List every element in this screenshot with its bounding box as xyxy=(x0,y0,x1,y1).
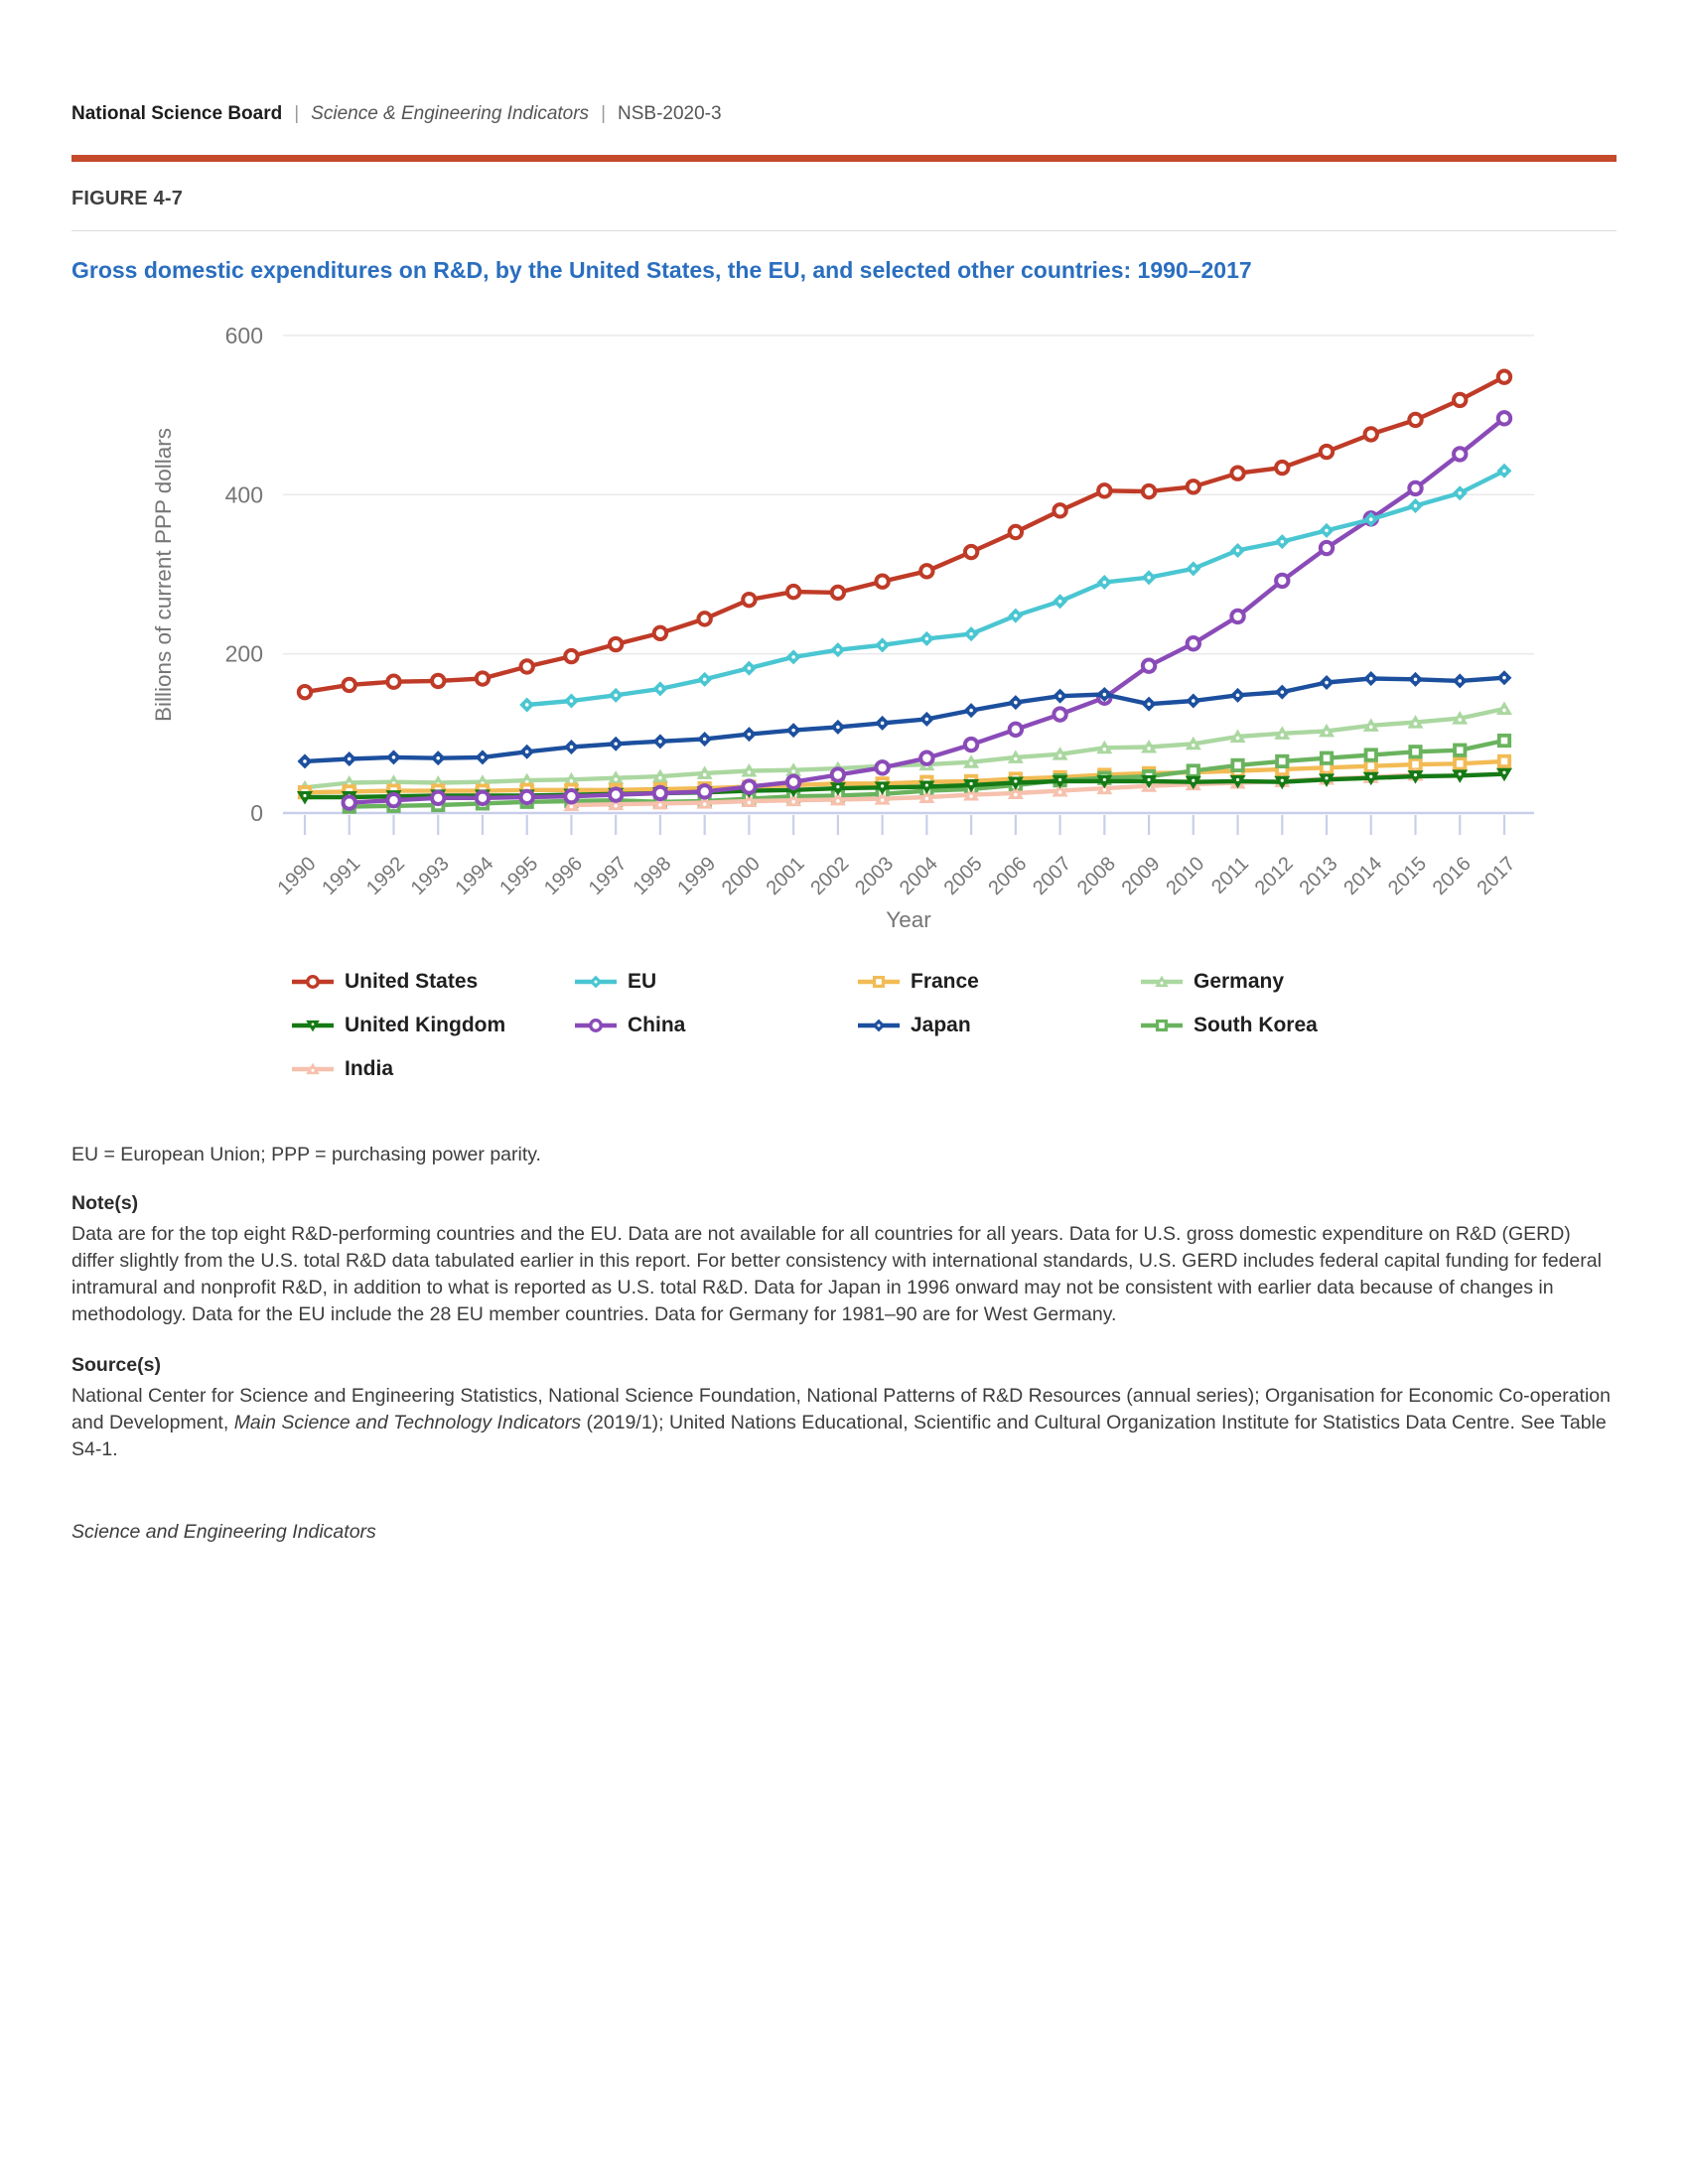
series-line-japan xyxy=(305,678,1504,761)
x-tick-label-2015: 2015 xyxy=(1384,852,1432,900)
x-tick-label-2006: 2006 xyxy=(984,852,1032,900)
x-tick-label-2009: 2009 xyxy=(1117,852,1165,900)
x-tick-label-1990: 1990 xyxy=(273,852,321,900)
x-tick-label-2001: 2001 xyxy=(762,852,809,900)
legend-marker-china xyxy=(573,1015,619,1036)
legend-label-united-kingdom: United Kingdom xyxy=(345,1014,506,1036)
x-tick-label-2005: 2005 xyxy=(939,852,987,900)
legend-label-united-states: United States xyxy=(345,970,479,993)
page-header xyxy=(71,0,1617,125)
notes-heading: Note(s) xyxy=(71,1192,139,1214)
legend-item-india xyxy=(290,1054,573,1084)
legend-marker-united-kingdom xyxy=(290,1015,336,1036)
x-tick-label-1991: 1991 xyxy=(318,852,365,900)
x-tick-label-2014: 2014 xyxy=(1339,852,1387,900)
legend-label-eu: EU xyxy=(628,970,657,993)
footer-attribution: Science and Engineering Indicators xyxy=(71,1521,376,1543)
legend-marker-united-states xyxy=(290,971,336,993)
x-tick-label-2002: 2002 xyxy=(806,852,854,900)
series-line-eu xyxy=(527,471,1504,705)
legend-label-germany: Germany xyxy=(1194,970,1285,993)
x-tick-label-2010: 2010 xyxy=(1162,852,1209,900)
notes-text: Data are for the top eight R&D-performing countries and the EU. Data are not available for all countries for all years. Data for U.S. gross domestic expenditure on R&D (GERD) differ slightly from the U.S. total R&D data tabulated earlier in this report. For better consistency with international standards, U.S. GERD includes federal capital funding for federal intramural and nonprofit R&D, in addition to what is reported as U.S. total R&D. Data for Japan in 1996 onward may not be consistent with earlier data because of changes in methodology. Data for the EU include the 28 EU member countries. Data for Germany for 1981–90 are for West Germany. xyxy=(71,1223,1602,1325)
y-axis-title: Billions of current PPP dollars xyxy=(151,428,176,722)
x-tick-label-2011: 2011 xyxy=(1207,852,1254,898)
rd-expenditure-line-chart xyxy=(71,322,1617,942)
x-tick-label-2012: 2012 xyxy=(1250,852,1298,900)
y-tick-label-0: 0 xyxy=(250,800,263,826)
chart-legend xyxy=(290,967,1617,1084)
publication-name: Science & Engineering Indicators xyxy=(311,103,590,124)
legend-item-south-korea xyxy=(1139,1011,1422,1040)
header-separator: | xyxy=(601,103,606,124)
legend-item-france xyxy=(856,967,1139,997)
sources-italic-title: Main Science and Technology Indicators xyxy=(233,1412,582,1433)
series-china xyxy=(344,412,1511,809)
figure-label: FIGURE 4-7 xyxy=(71,188,184,209)
x-tick-label-2000: 2000 xyxy=(717,852,765,900)
y-tick-label-600: 600 xyxy=(224,322,263,348)
abbreviation-note: EU = European Union; PPP = purchasing power parity. xyxy=(71,1144,541,1165)
legend-label-japan: Japan xyxy=(911,1014,971,1036)
legend-item-united-states xyxy=(290,967,573,997)
figure-title: Gross domestic expenditures on R&D, by the United States, the EU, and selected other countries: 1990–2017 xyxy=(71,257,1252,283)
legend-marker-eu xyxy=(573,971,619,993)
x-axis-title: Year xyxy=(886,907,931,932)
y-tick-label-200: 200 xyxy=(224,640,263,667)
legend-label-south-korea: South Korea xyxy=(1194,1014,1318,1036)
report-id: NSB-2020-3 xyxy=(618,103,722,124)
header-separator: | xyxy=(294,103,300,124)
x-tick-label-2008: 2008 xyxy=(1072,852,1120,900)
sources-part2: (2019/1); United Nations Educational, Scientific and Cultural Organization Institute for Statistics Data Centre. See Table S4-1. xyxy=(71,1412,1607,1460)
x-tick-label-2016: 2016 xyxy=(1428,852,1476,900)
legend-marker-india xyxy=(290,1058,336,1080)
divider xyxy=(71,230,1617,231)
legend-item-germany xyxy=(1139,967,1422,997)
accent-bar xyxy=(71,155,1617,162)
chart-figure xyxy=(71,322,1617,942)
x-tick-label-1995: 1995 xyxy=(495,852,543,900)
legend-label-india: India xyxy=(345,1057,394,1080)
legend-label-france: France xyxy=(911,970,979,993)
x-tick-label-2004: 2004 xyxy=(895,852,942,900)
legend-item-china xyxy=(573,1011,856,1040)
x-tick-label-1993: 1993 xyxy=(406,852,454,900)
legend-marker-south-korea xyxy=(1139,1015,1185,1036)
legend-marker-germany xyxy=(1139,971,1185,993)
sources-text xyxy=(71,1383,1617,1463)
legend-marker-japan xyxy=(856,1015,902,1036)
x-tick-label-1996: 1996 xyxy=(539,852,587,900)
x-tick-label-2013: 2013 xyxy=(1295,852,1342,900)
x-tick-label-2007: 2007 xyxy=(1029,852,1076,900)
x-tick-label-2017: 2017 xyxy=(1473,852,1520,900)
y-tick-label-400: 400 xyxy=(224,481,263,508)
sources-part1: National Center for Science and Engineering Statistics, National Science Foundation, National Patterns of R&D Resources (annual series); Organisation for Economic Co-operation and Development, xyxy=(71,1385,1611,1433)
legend-marker-france xyxy=(856,971,902,993)
legend-item-japan xyxy=(856,1011,1139,1040)
x-tick-label-1992: 1992 xyxy=(361,852,410,900)
series-line-china xyxy=(350,418,1504,802)
x-tick-label-1998: 1998 xyxy=(629,852,676,900)
x-tick-label-1999: 1999 xyxy=(673,852,721,900)
x-tick-label-1997: 1997 xyxy=(584,852,632,900)
x-tick-label-1994: 1994 xyxy=(451,852,498,900)
legend-label-china: China xyxy=(628,1014,686,1036)
legend-item-united-kingdom xyxy=(290,1011,573,1040)
org-name: National Science Board xyxy=(71,103,283,124)
x-tick-label-2003: 2003 xyxy=(851,852,899,900)
legend-item-eu xyxy=(573,967,856,997)
series-eu xyxy=(519,464,1511,713)
sources-heading: Source(s) xyxy=(71,1354,161,1376)
